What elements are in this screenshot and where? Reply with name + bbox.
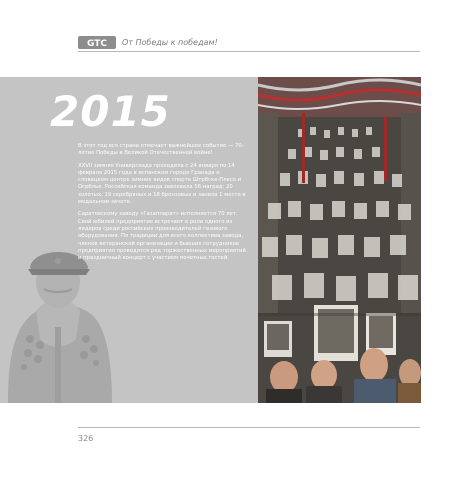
header-divider: [78, 51, 420, 52]
paragraph-victory: В этот год вся страна отмечает важнейшее событие — 70-летие Победы в Великой Отечественной войне!: [78, 143, 244, 157]
immortal-regiment-photo: [258, 77, 421, 403]
page-header: [78, 36, 420, 52]
article-body: [78, 143, 246, 267]
paragraph-gazapparat: Саратовскому заводу «Газаппарат» исполняется 70 лет. Свой юбилей предприятие встречает в роли одного из лидеров среди российских производителей газового оборудования. По традиции для всего коллектива завода, членов ветеранской организации и бывших сотрудников предприятия проводятся ряд торжественных мероприятий и праздничный концерт с участием почетных гостей.: [78, 211, 246, 262]
crowd-photo-image: [258, 77, 421, 403]
footer-divider: [78, 427, 420, 428]
year-heading: 2015: [50, 87, 171, 136]
paragraph-universiade: XXVII зимняя Универсиада проходила с 24 января по 14 февраля 2015 года в испанском городе Гранада и словацком центре зимних видов спорта Штрбске-Плесо и Осрблье. Российская команда завоевала 56 наград: 20 золотых, 19 серебряных и 18 бронзовых и заняла 1 место в медальном зачете.: [78, 162, 246, 206]
page-number: 326: [78, 434, 94, 443]
company-logo: [78, 36, 116, 49]
svg-text:GTC: GTC: [87, 39, 107, 49]
header-title: От Победы к победам!: [122, 38, 218, 47]
text-panel: [0, 77, 258, 403]
